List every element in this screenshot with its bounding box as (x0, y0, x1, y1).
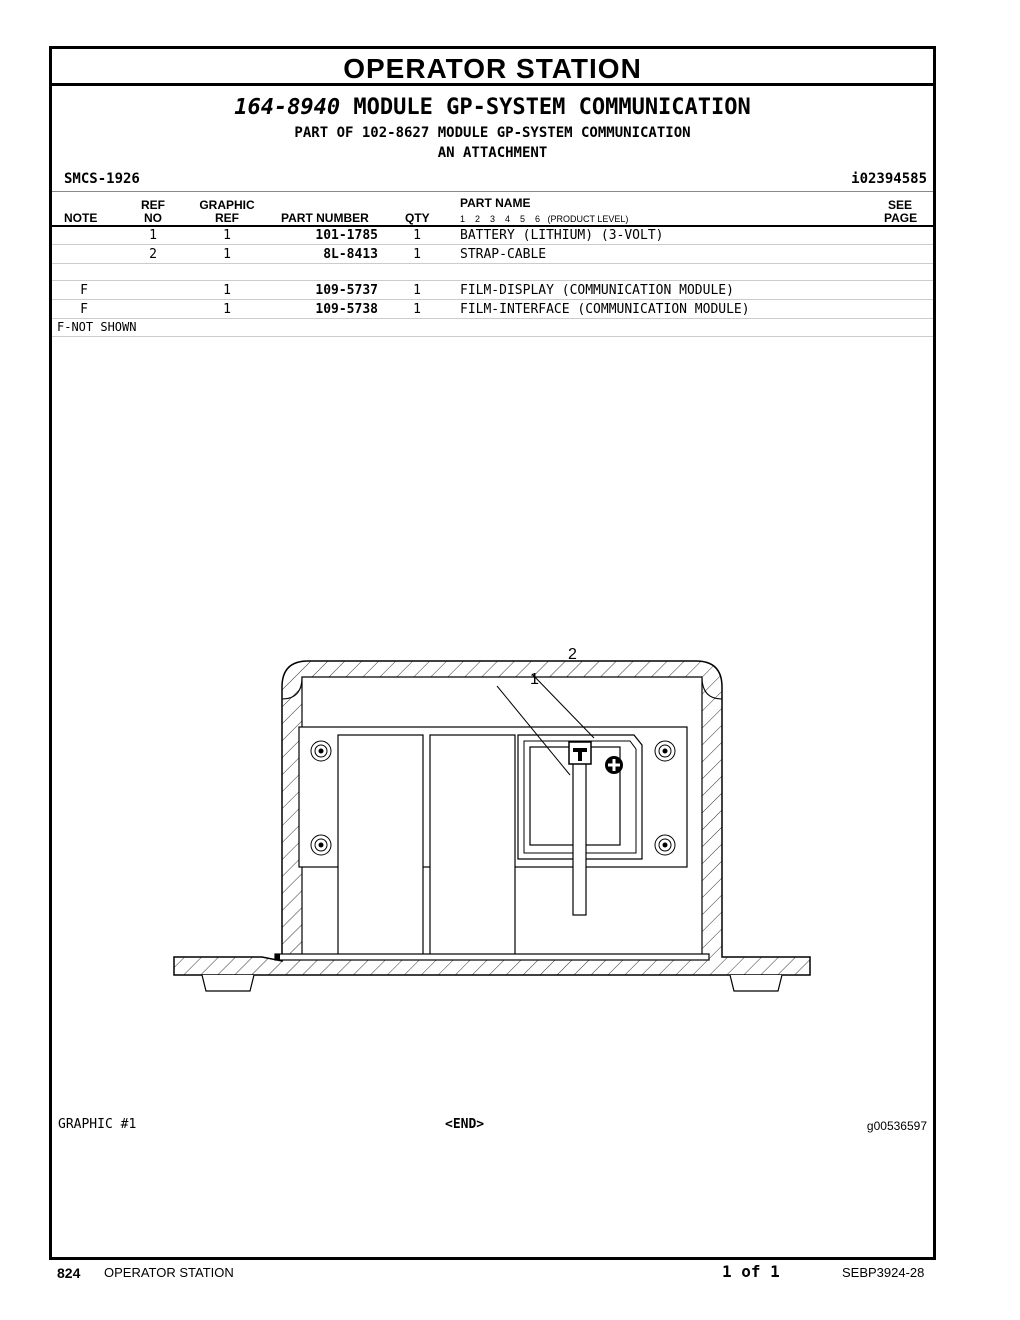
screw-icon (311, 741, 331, 761)
note-legend: F-NOT SHOWN (57, 320, 137, 334)
graphic-id: g00536597 (866, 1119, 927, 1133)
table-row (52, 245, 933, 263)
page-frame (49, 46, 936, 1260)
row-note: F (80, 283, 88, 298)
section-title: OPERATOR STATION (52, 49, 933, 86)
doc-id: i02394585 (851, 171, 927, 187)
header-see-top: SEE (887, 198, 912, 212)
header-part-name: PART NAME (460, 196, 531, 210)
row-qty: 1 (413, 283, 421, 298)
row-note: F (80, 302, 88, 317)
footer-page-number: 824 (57, 1265, 81, 1281)
header-top-rule (52, 191, 933, 192)
row-rule (52, 318, 933, 319)
plus-terminal-icon (605, 756, 623, 774)
module-drawing (162, 589, 822, 999)
component-block-middle (430, 735, 515, 957)
header-product-levels: 1 2 3 4 5 6 (PRODUCT LEVEL) (460, 214, 629, 224)
title-part-name: MODULE GP-SYSTEM COMMUNICATION (353, 95, 751, 120)
row-part-number: 101-1785 (315, 228, 378, 243)
screw-icon (655, 741, 675, 761)
row-qty: 1 (413, 247, 421, 262)
foot-right (730, 975, 782, 991)
row-part-number: 109-5737 (315, 283, 378, 298)
header-graphic-bottom: REF (215, 211, 239, 225)
callout-2: 2 (568, 646, 577, 663)
header-part-number: PART NUMBER (281, 211, 369, 225)
row-ref-no: 1 (149, 228, 157, 243)
subtitle-attachment: AN ATTACHMENT (437, 145, 548, 161)
row-part-name: BATTERY (LITHIUM) (3-VOLT) (460, 228, 664, 243)
header-note: NOTE (64, 211, 98, 225)
callout-1: 1 (530, 671, 539, 688)
footer-page-of: 1 of 1 (722, 1262, 780, 1281)
end-marker: <END> (445, 1117, 485, 1132)
graphic-label: GRAPHIC #1 (58, 1117, 137, 1132)
row-graphic-ref: 1 (223, 283, 231, 298)
document-title (52, 95, 933, 120)
row-part-number: 109-5738 (315, 302, 378, 317)
subtitle-part-of: PART OF 102-8627 MODULE GP-SYSTEM COMMUNICATION (294, 125, 691, 141)
header-ref-top: REF (141, 198, 165, 212)
row-part-name: FILM-INTERFACE (COMMUNICATION MODULE) (460, 302, 750, 317)
row-qty: 1 (413, 302, 421, 317)
row-graphic-ref: 1 (223, 302, 231, 317)
row-qty: 1 (413, 228, 421, 243)
film-strip (275, 954, 709, 960)
header-see-bottom: PAGE (884, 211, 918, 225)
footer-section: OPERATOR STATION (104, 1265, 234, 1280)
footer-doc-code: SEBP3924-28 (842, 1265, 925, 1280)
row-rule (52, 263, 933, 264)
header-graphic-top: GRAPHIC (199, 198, 255, 212)
row-part-name: FILM-DISPLAY (COMMUNICATION MODULE) (460, 283, 734, 298)
foot-left (202, 975, 254, 991)
strap-cable (573, 745, 586, 915)
row-part-name: STRAP-CABLE (460, 247, 547, 262)
header-qty: QTY (405, 211, 430, 225)
component-block-left (338, 735, 423, 957)
row-ref-no: 2 (149, 247, 157, 262)
table-row (52, 226, 933, 244)
title-part-number: 164-8940 (234, 95, 341, 120)
row-graphic-ref: 1 (223, 228, 231, 243)
smcs-code: SMCS-1926 (64, 171, 140, 187)
screw-icon (655, 835, 675, 855)
header-ref-bottom: NO (144, 211, 162, 225)
screw-icon (311, 835, 331, 855)
table-row (52, 281, 933, 299)
row-rule (52, 336, 933, 337)
row-graphic-ref: 1 (223, 247, 231, 262)
table-row (52, 300, 933, 318)
row-part-number: 8L-8413 (323, 247, 378, 262)
